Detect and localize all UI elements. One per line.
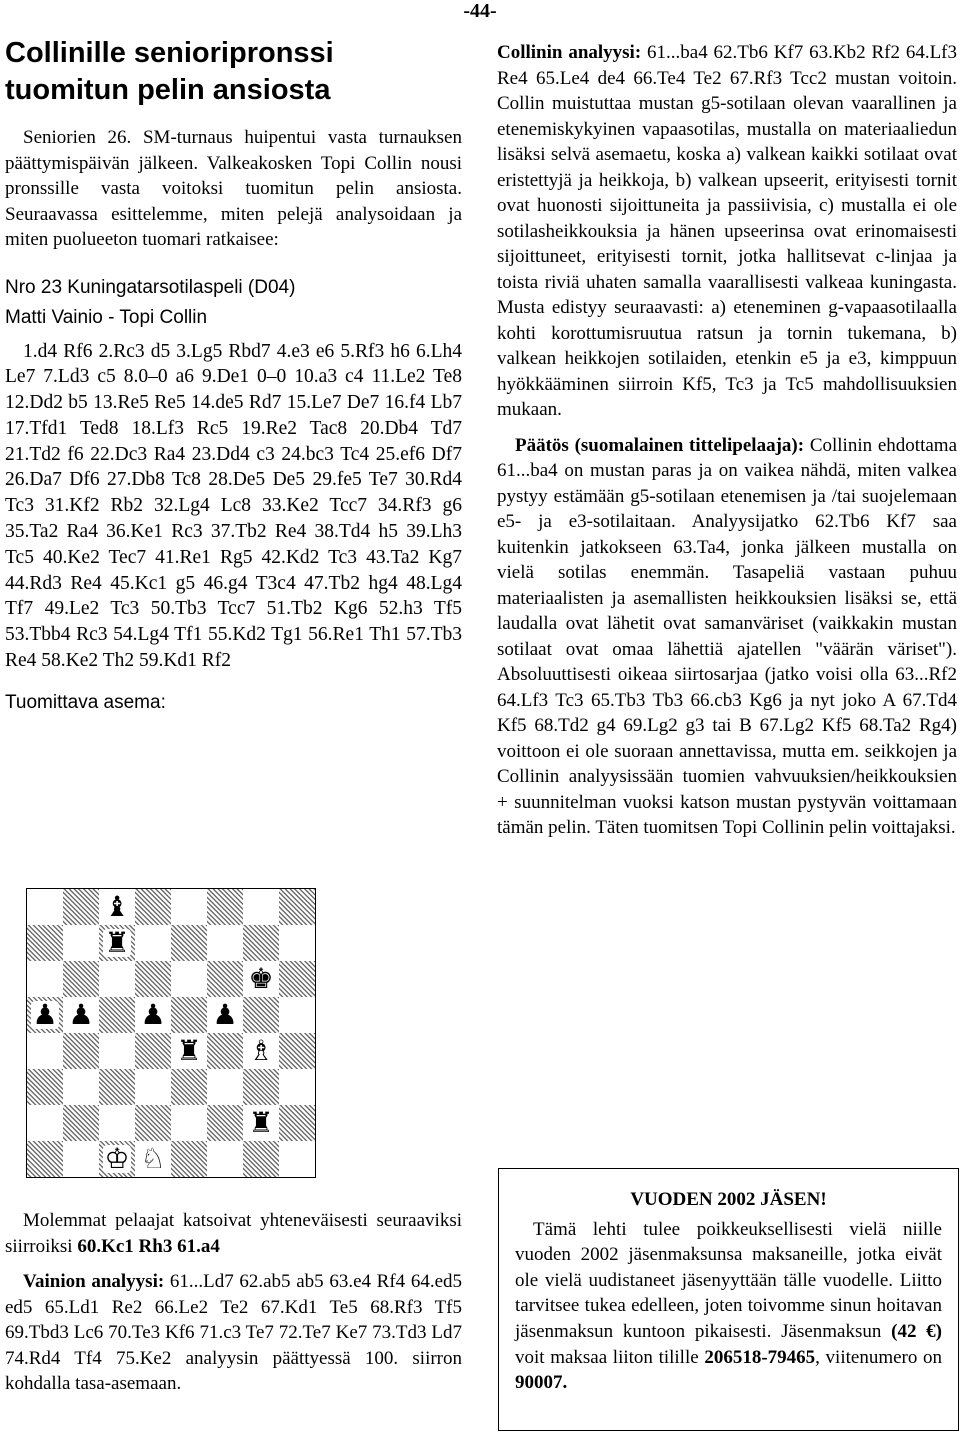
square-b5 <box>63 997 99 1033</box>
square-d6 <box>135 961 171 997</box>
game-moves: 1.d4 Rf6 2.Rc3 d5 3.Lg5 Rbd7 4.e3 e6 5.Rf3 h6 6.Lh4 Le7 7.Ld3 c5 8.0–0 a6 9.De1 0–0 10.a3 c4 11.Le2 Te8 12.Dd2 b5 13.Re5 Re5 14.de5 Rd7 15.Le7 De7 16.f4 Lb7 17.Tfd1 Ted8 18.Lf3 Rc5 19.Re2 Tac8 20.Db4 Td7 21.Td2 f6 22.Dc3 Ra4 23.Dd4 c3 24.bc3 Tc4 25.ef6 Df7 26.Da7 Df6 27.Db8 Tc8 28.De5 De5 29.fe5 Te7 30.Rd4 Tc3 31.Kf2 Rb2 32.Lg4 Lc8 33.Ke2 Tcc7 34.Rf3 g6 35.Ta2 Ra4 36.Ke1 Rc3 37.Tb2 Re4 38.Td4 h5 39.Lh3 Tc5 40.Ke2 Tec7 41.Re1 Rg5 42.Kd2 Tc3 43.Ta2 Kg7 44.Rd3 Re4 45.Kc1 g5 46.g4 T3c4 47.Tb2 hg4 48.Lg4 Tf7 49.Le2 Tc3 50.Tb3 Tcc7 51.Tb2 Kg6 52.h3 Tf5 53.Tbb4 Rc3 54.Lg4 Tf1 55.Kd2 Tg1 56.Re1 Th1 57.Tb3 Re4 58.Ke2 Th2 59.Kd1 Rf2 <box>5 340 462 672</box>
agreed-moves-paragraph <box>5 1208 462 1259</box>
square-g7 <box>243 925 279 961</box>
square-d2 <box>135 1105 171 1141</box>
notice-reference: 90007. <box>515 1372 568 1394</box>
square-b4 <box>63 1033 99 1069</box>
game-opening: Nro 23 Kuningatarsotilaspeli (D04) <box>5 276 296 298</box>
vainio-analysis <box>5 1269 462 1397</box>
square-h1 <box>279 1141 315 1177</box>
white-bishop-icon: ♗ <box>248 1034 274 1067</box>
square-g1 <box>243 1141 279 1177</box>
square-d3 <box>135 1069 171 1105</box>
notice-account: 206518-79465 <box>704 1346 816 1368</box>
square-d1 <box>135 1141 171 1177</box>
square-g3 <box>243 1069 279 1105</box>
square-f4 <box>207 1033 243 1069</box>
article-bottom-left <box>5 1208 462 1397</box>
square-g8 <box>243 889 279 925</box>
square-e2 <box>171 1105 207 1141</box>
square-a5 <box>27 997 63 1033</box>
square-g5 <box>243 997 279 1033</box>
verdict-label: Päätös (suomalainen tittelipelaaja): <box>515 434 805 456</box>
page-number: -44- <box>463 0 497 22</box>
black-rook-icon: ♜ <box>176 1034 202 1067</box>
square-d8 <box>135 889 171 925</box>
square-a4 <box>27 1033 63 1069</box>
notice-text3: , viitenumero on <box>815 1346 942 1368</box>
black-pawn-icon: ♟ <box>68 998 94 1031</box>
square-h7 <box>279 925 315 961</box>
square-c3 <box>99 1069 135 1105</box>
square-g4 <box>243 1033 279 1069</box>
square-e8 <box>171 889 207 925</box>
square-c6 <box>99 961 135 997</box>
square-f6 <box>207 961 243 997</box>
square-e4 <box>171 1033 207 1069</box>
agreed-moves: 60.Kc1 Rh3 61.a4 <box>77 1235 220 1257</box>
article-left-column <box>5 35 462 715</box>
square-c1 <box>99 1141 135 1177</box>
verdict-text: Collinin ehdottama 61...ba4 on mustan paras ja on vaikea nähdä, miten valkea pystyy estämään g5-sotilaan etenemisen ja /tai suojelemaan e5- ja e3-sotilaitaan. Analyysijatko 62.Tb6 Kf7 saa kuitenkin jatkokseen 63.Ta4, jonka jälkeen mustalla on vielä sotilas enemmän. Tasapeliä vastaan puhuu materiaalisten ja asemallisten heikkouksien lisäksi se, että laudalla ovat lähetit ovat samanväriset (vaikkakin mustan sotilaat ovat omaa lähettiä ajatellen "väärän väriset"). Absoluuttisesti oikeaa siirtosarjaa (jatko voisi olla 63...Rf2 64.Lf3 Tc3 65.Tb3 Tb3 66.cb3 Kg6 ja nyt joko A 67.Td4 Kf5 68.Td2 g4 69.Lg2 g3 tai B 67.Lg2 Kf5 68.Ta2 Rg4) voittoon ei ole suoraan annettavissa, mutta em. seikkojen ja Collinin analyysissään tuomien vahvuuksien/heikkouksien + suunnitelman vuoksi katson mustan pystyvän voittamaan tämän pelin. Täten tuomitsen Topi Collinin pelin voittajaksi. <box>497 434 957 838</box>
square-e3 <box>171 1069 207 1105</box>
square-e6 <box>171 961 207 997</box>
square-b3 <box>63 1069 99 1105</box>
board-caption: Tuomittava asema: <box>5 691 166 713</box>
square-a2 <box>27 1105 63 1141</box>
square-h4 <box>279 1033 315 1069</box>
square-d5 <box>135 997 171 1033</box>
square-f1 <box>207 1141 243 1177</box>
square-h5 <box>279 997 315 1033</box>
black-rook-icon: ♜ <box>104 926 130 959</box>
membership-notice-box <box>498 1168 959 1431</box>
chess-board <box>26 888 316 1178</box>
square-e7 <box>171 925 207 961</box>
white-knight-icon: ♘ <box>140 1142 166 1175</box>
collin-label: Collinin analyysi: <box>497 42 642 63</box>
square-f7 <box>207 925 243 961</box>
square-a7 <box>27 925 63 961</box>
square-a1 <box>27 1141 63 1177</box>
square-b7 <box>63 925 99 961</box>
black-rook-icon: ♜ <box>248 1106 274 1139</box>
article-right-column <box>497 40 957 841</box>
article-title: Collinille senioripronssi tuomitun pelin ansiosta <box>5 37 334 106</box>
square-b2 <box>63 1105 99 1141</box>
black-pawn-icon: ♟ <box>140 998 166 1031</box>
square-f3 <box>207 1069 243 1105</box>
square-e5 <box>171 997 207 1033</box>
square-h8 <box>279 889 315 925</box>
square-d7 <box>135 925 171 961</box>
notice-body <box>515 1217 942 1396</box>
square-c5 <box>99 997 135 1033</box>
game-header <box>5 273 462 333</box>
black-bishop-icon: ♝ <box>104 890 130 923</box>
article-intro: Seniorien 26. SM-turnaus huipentui vasta turnauksen päättymispäivän jälkeen. Valkeakosken Topi Collin nousi pronssille vasta voitoksi tuomitun pelin ansiosta. Seuraavassa esittelemme, miten pelejä analysoidaan ja miten puolueeton tuomari ratkaisee: <box>5 127 462 250</box>
square-b1 <box>63 1141 99 1177</box>
notice-text: Tämä lehti tulee poikkeuksellisesti vielä niille vuoden 2002 jäsenmaksunsa maksaneille, jotka eivät ole vielä uudistaneet jäsenyyttään tälle vuodelle. Liitto tarvitsee tukea edelleen, joten toivomme sinun hoitavan jäsenmaksun kuntoon pikaisesti. Jäsenmaksun <box>515 1218 942 1342</box>
square-e1 <box>171 1141 207 1177</box>
square-h2 <box>279 1105 315 1141</box>
notice-text2: voit maksaa liiton tilille <box>515 1346 699 1368</box>
square-h6 <box>279 961 315 997</box>
square-f2 <box>207 1105 243 1141</box>
square-c7 <box>99 925 135 961</box>
square-c4 <box>99 1033 135 1069</box>
agreed-text: Molemmat pelaajat katsoivat yhteneväisesti seuraaviksi siirroiksi <box>5 1210 462 1257</box>
square-a6 <box>27 961 63 997</box>
white-king-icon: ♔ <box>104 1142 130 1175</box>
game-players: Matti Vainio - Topi Collin <box>5 306 208 328</box>
square-g2 <box>243 1105 279 1141</box>
square-c8 <box>99 889 135 925</box>
square-d4 <box>135 1033 171 1069</box>
black-pawn-icon: ♟ <box>212 998 238 1031</box>
square-g6 <box>243 961 279 997</box>
verdict <box>497 433 957 841</box>
black-pawn-icon: ♟ <box>32 998 58 1031</box>
collin-text: 61...ba4 62.Tb6 Kf7 63.Kb2 Rf2 64.Lf3 Re4 65.Le4 de4 66.Te4 Te2 67.Rf3 Tcc2 mustan voitoin. Collin muistuttaa mustan g5-sotilaan olevan vaarallinen ja etenemiskykyinen vapaasotilas, mustalla on materiaaliedun lisäksi selvä asemaetu, koska a) valkean kaikki sotilaat ovat eristettyjä ja heikkoja, b) valkean upseerit, erityisesti tornit ovat huonosti sijoittuneita ja passiivisia, c) mustalla ei ole sotilasheikkouksia ja hänen upseerinsa ovat erinomaisesti sijoittuneet, erityisesti tornit, jotka hallitsevat c-linjaa ja toista riviä uhaten samalla vaarallisesti valkeaa kuningasta. Musta edistyy seuraavasti: a) eteneminen g-vapaasotilaalla kohti korottumisruutua ratsun ja tornin tukemana, b) valkean heikkojen sotilaiden, etenkin e5 ja e3, kimppuun hyökkääminen siirroin Kf5, Tc3 ja Tc5 mahdollisuuksien mukaan. <box>497 42 958 420</box>
square-f8 <box>207 889 243 925</box>
notice-amount: (42 €) <box>891 1320 943 1342</box>
square-h3 <box>279 1069 315 1105</box>
black-king-icon: ♚ <box>248 962 274 995</box>
square-a3 <box>27 1069 63 1105</box>
square-c2 <box>99 1105 135 1141</box>
notice-title: VUODEN 2002 JÄSEN! <box>630 1189 827 1210</box>
vainio-label: Vainion analyysi: <box>23 1271 165 1292</box>
vainio-text: 61...Ld7 62.ab5 ab5 63.e4 Rf4 64.ed5 ed5 65.Ld1 Re2 66.Le2 Te2 67.Kd1 Te5 68.Rf3 Tf5 69.Tbd3 Lc6 70.Te3 Kf6 71.c3 Te7 72.Te7 Ke7 73.Td3 Ld7 74.Rd4 Tf4 75.Ke2 analyysin päättyessä 100. siirron kohdalla tasa-asemaan. <box>5 1271 463 1394</box>
square-b8 <box>63 889 99 925</box>
collin-analysis <box>497 40 957 423</box>
square-a8 <box>27 889 63 925</box>
square-b6 <box>63 961 99 997</box>
square-f5 <box>207 997 243 1033</box>
